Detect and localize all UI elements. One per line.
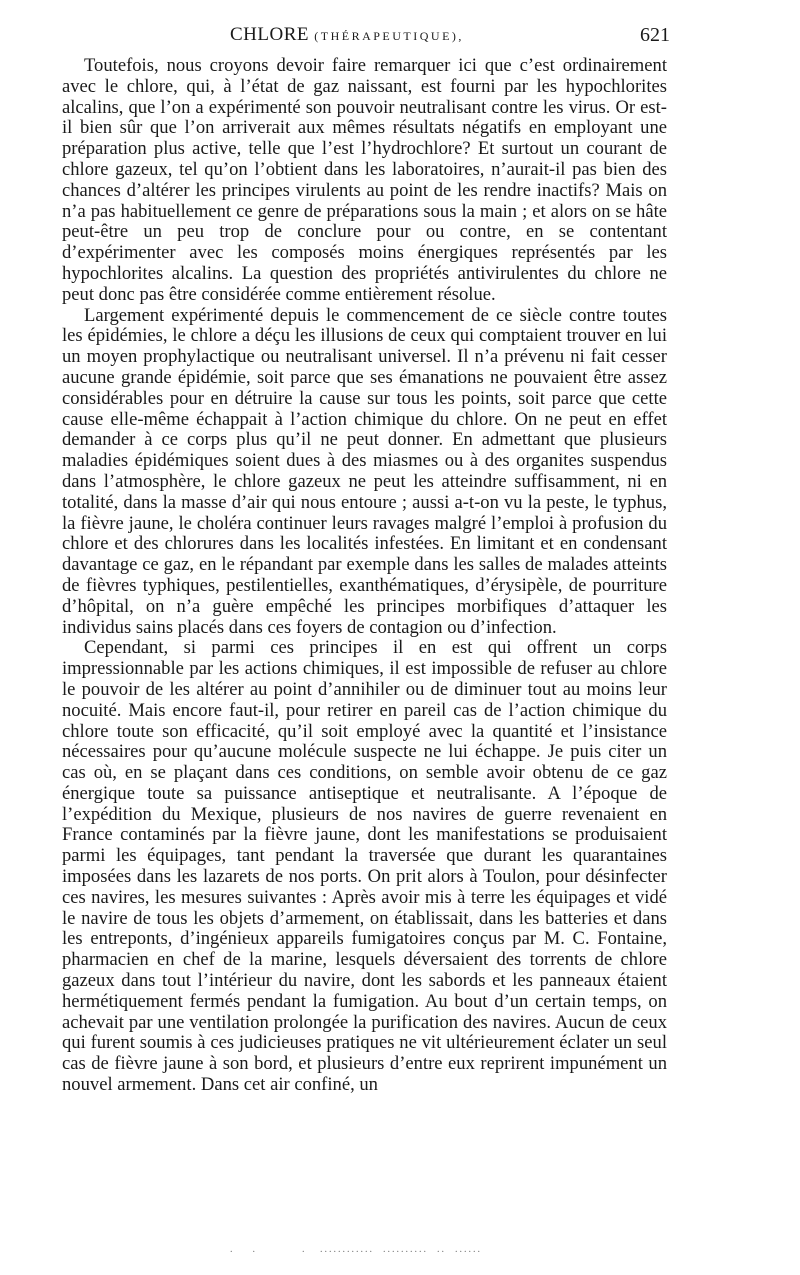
running-title-sub: (THÉRAPEUTIQUE),: [314, 29, 464, 43]
scan-artifacts: . . . ............ .......... .. ......: [230, 1244, 482, 1255]
paragraph-2: Largement expérimenté depuis le commencement de ce siècle contre toutes les épidémies, le chlore a déçu les illusions de ceux qui comptaient trouver en lui un moyen prophylactique ou neutralisant universel. Il n’a prévenu ni fait cesser aucune grande épidémie, soit parce que ses émanations ne pouvaient être assez considérables pour en détruire la cause sur tous les points, soit parce que cette cause elle-même échappait à l’action chimique du chlore. On ne peut en effet demander à ce corps plus qu’il ne peut donner. En admettant que plusieurs maladies épidémiques soient dues à des miasmes ou à des organites suspendus dans l’atmosphère, le chlore gazeux ne peut les atteindre suffisamment, ni en totalité, dans la masse d’air qui nous entoure ; aussi a-t-on vu la peste, le typhus, la fièvre jaune, le choléra continuer leurs ravages malgré l’emploi à profusion du chlore et des chlorures dans les localités infestées. En limitant et en condensant davantage ce gaz, en le répandant par exemple dans les salles de malades atteints de fièvres typhiques, pestilentielles, exanthématiques, d’érysipèle, de pourriture d’hôpital, on n’a guère empêché les principes morbifiques d’attaquer les individus sains placés dans ces foyers de contagion ou d’infection.: [62, 304, 667, 638]
page-number: 621: [640, 24, 670, 46]
running-title-main: CHLORE: [230, 24, 309, 45]
page-header: [0, 18, 800, 48]
paragraph-1: Toutefois, nous croyons devoir faire remarquer ici que c’est ordinairement avec le chlore, qui, à l’état de gaz naissant, est fourni par les hypochlorites alcalins, que l’on a expérimenté son pouvoir neutralisant contre les virus. Or est-il bien sûr que l’on arriverait aux mêmes résultats négatifs en employant une préparation plus active, telle que l’est l’hydrochlore? Et surtout un courant de chlore gazeux, tel qu’on l’obtient dans les laboratoires, n’aurait-il pas bien des chances d’altérer les principes virulents au point de les rendre inactifs? Mais on n’a pas habituellement ce genre de préparations sous la main ; et alors on se hâte peut-être un peu trop de conclure pour ou contre, en se contentant d’expérimenter avec les composés moins énergiques représentés par les hypochlorites alcalins. La question des propriétés antivirulentes du chlore ne peut donc pas être considérée comme entièrement résolue.: [62, 55, 667, 305]
paragraph-3: Cependant, si parmi ces principes il en est qui offrent un corps impressionnable par les actions chimiques, il est impossible de refuser au chlore le pouvoir de les altérer au point d’annihiler ou de diminuer tout au moins leur nocuité. Mais encore faut-il, pour retirer en pareil cas de l’action chimique du chlore toute son efficacité, qu’il soit employé avec la quantité et l’insistance nécessaires pour qu’aucune molécule suspecte ne lui échappe. Je puis citer un cas où, en se plaçant dans ces conditions, on semble avoir obtenu de ce gaz énergique toute sa puissance antiseptique et neutralisante. A l’époque de l’expédition du Mexique, plusieurs de nos navires de guerre revenaient en France contaminés par la fièvre jaune, dont les manifestations se produisaient parmi les équipages, tant pendant la traversée que durant les quarantaines imposées dans les lazarets de nos ports. On prit alors à Toulon, pour désinfecter ces navires, les mesures suivantes : Après avoir mis à terre les équipages et vidé le navire de tous les objets d’armement, on établissait, dans les batteries et dans les entreponts, d’ingénieux appareils fumigatoires conçus par M. C. Fontaine, pharmacien en chef de la marine, lesquels déversaient des torrents de chlore gazeux dans tout l’intérieur du navire, dont les sabords et les panneaux étaient hermétiquement fermés pendant la fumigation. Au bout d’un certain temps, on achevait par une ventilation prolongée la purification des navires. Aucun de ceux qui furent soumis à ces judicieuses pratiques ne vit ultérieurement éclater un seul cas de fièvre jaune à son bord, et plusieurs d’entre eux reprirent impunément un nouvel armement. Dans cet air confiné, un: [62, 637, 667, 1096]
body-text: [62, 56, 667, 1096]
running-title: [230, 24, 464, 46]
